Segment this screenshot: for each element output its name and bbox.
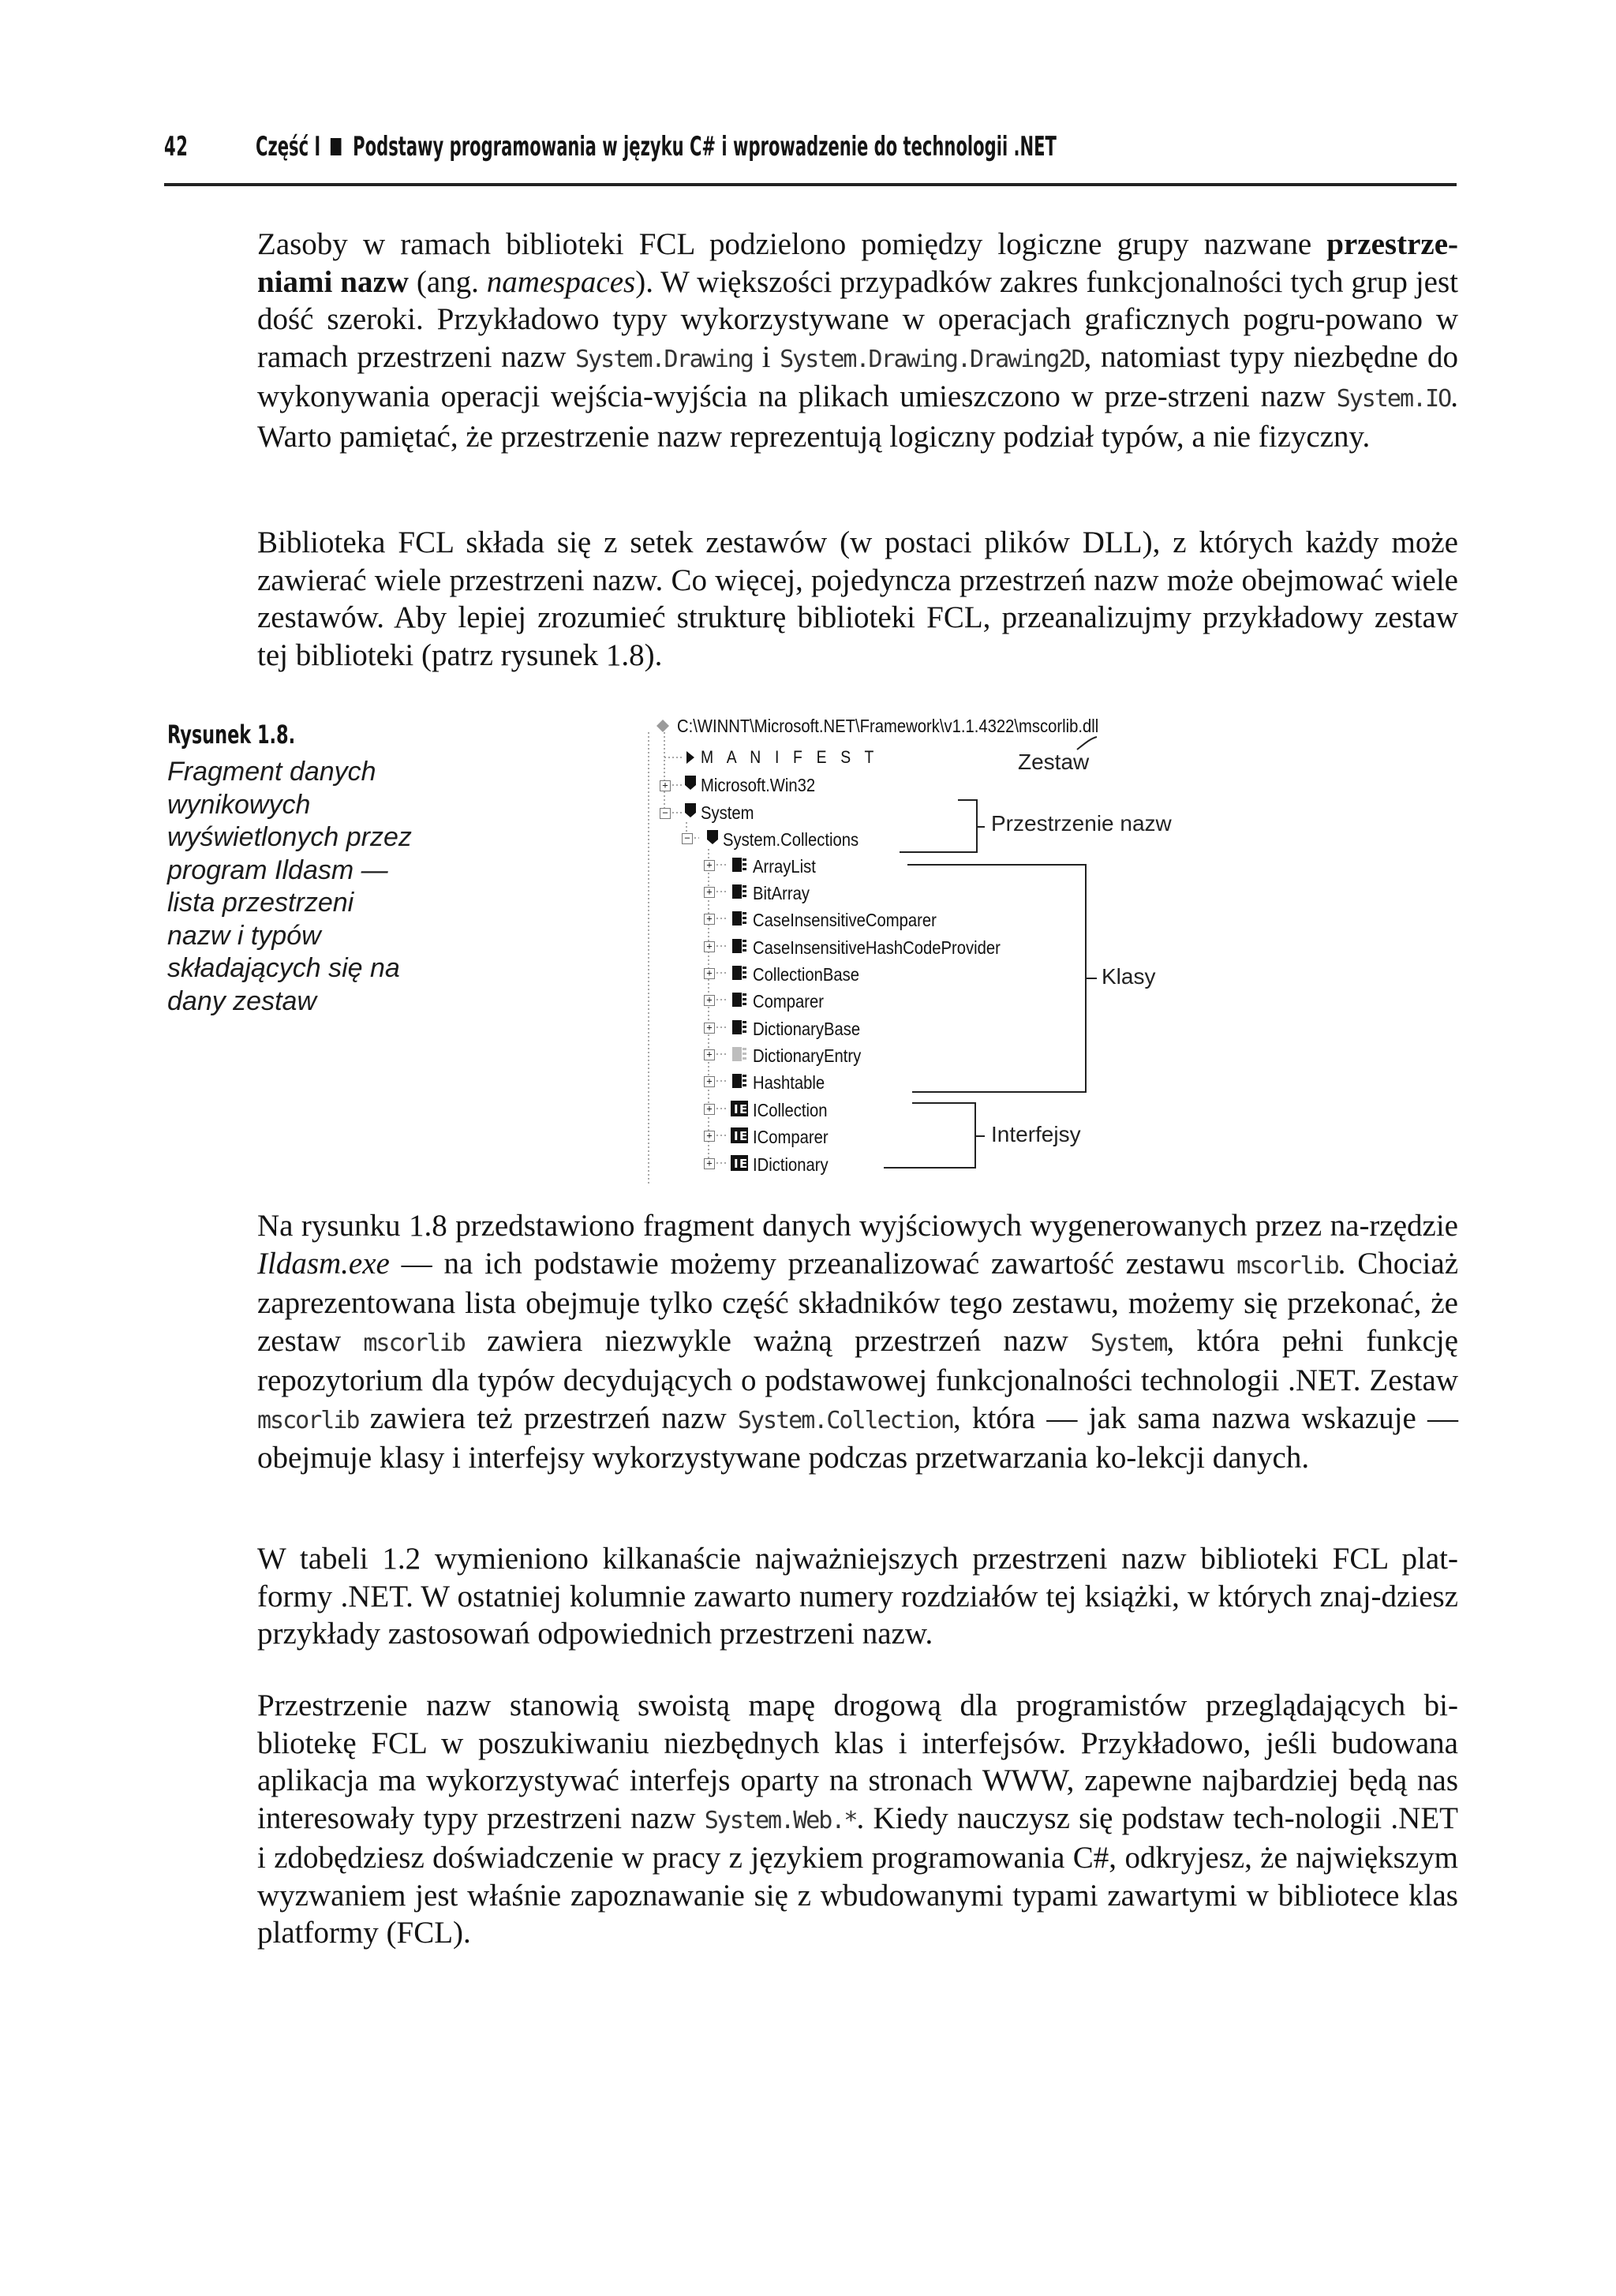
tree-class-item[interactable]: CaseInsensitiveHashCodeProvider (753, 937, 1001, 958)
tree-class-item[interactable]: Comparer (753, 990, 824, 1012)
tree-class-item[interactable]: BitArray (753, 882, 810, 903)
square-bullet-icon (331, 138, 342, 155)
chapter-title (256, 131, 1057, 163)
tree-class-item[interactable]: CaseInsensitiveComparer (753, 909, 937, 930)
part-label: Część I (256, 131, 321, 163)
page-number: 42 (164, 131, 189, 163)
expand-toggle-icon[interactable]: + (704, 1158, 715, 1169)
annotation-namespaces: Przestrzenie nazw (991, 811, 1172, 836)
expand-toggle-icon[interactable]: + (704, 914, 715, 925)
tree-interface-item[interactable]: IDictionary (753, 1154, 829, 1175)
tree-interface-item[interactable]: ICollection (753, 1099, 828, 1120)
svg-text:I: I (734, 1157, 739, 1171)
interface-icons (731, 1101, 748, 1171)
tree-class-item[interactable]: Hashtable (753, 1071, 825, 1093)
tree-namespace-collections[interactable]: System.Collections (723, 828, 859, 850)
tree-namespace-win32[interactable]: Microsoft.Win32 (701, 774, 816, 795)
expand-toggle-icon[interactable]: + (660, 780, 671, 791)
svg-text:E: E (739, 1102, 748, 1116)
running-header (164, 131, 1457, 186)
ildasm-tree-figure (647, 710, 1262, 1184)
annotation-classes: Klasy (1102, 964, 1156, 989)
expand-toggle-icon[interactable]: + (704, 860, 715, 871)
tree-class-item[interactable]: DictionaryEntry (753, 1045, 862, 1066)
collapse-toggle-icon[interactable]: − (660, 808, 671, 819)
figure-label: Rysunek 1.8. (167, 720, 296, 750)
expand-toggle-icon[interactable]: + (704, 887, 715, 898)
figure-caption: Fragment danych wynikowych wyświetlonych przez program Ildasm — lista przestrzeni nazw i typów składających się na dany zestaw (167, 757, 412, 1016)
expand-toggle-icon[interactable]: + (704, 941, 715, 952)
tree-class-item[interactable]: DictionaryBase (753, 1018, 861, 1039)
tree-class-item[interactable]: CollectionBase (753, 963, 860, 985)
expand-toggle-icon[interactable]: + (704, 1023, 715, 1034)
paragraph-namespaces: Zasoby w ramach biblioteki FCL podzielono pomiędzy logiczne grupy nazwane przestrze-niami nazw (ang. namespaces). W większości przypadków zakres funkcjonalności tych grup jest dość szeroki. Przykładowo typy wykorzystywane w operacjach graficznych pogru-powano w ramach przestrzeni nazw System.Drawing i System.Drawing.Drawing2D, natomiast typy niezbędne do wykonywania operacji wejścia-wyjścia na plikach umieszczono w prze-strzeni nazw System.IO. Warto pamiętać, że przestrzenie nazw reprezentują logiczny podział typów, a nie fizyczny. (257, 227, 1458, 454)
tree-namespace-system[interactable]: System (701, 802, 754, 823)
expand-toggle-icon[interactable]: + (704, 995, 715, 1006)
paragraph-assemblies: Biblioteka FCL składa się z setek zestawów (w postaci plików DLL), z których każdy może zawierać wiele przestrzeni nazw. Co więcej, pojedyncza przestrzeń nazw może obejmować wiele zestawów. Aby lepiej zrozumieć strukturę biblioteki FCL, przeanalizujmy przykładowy zestaw tej biblioteki (patrz rysunek 1.8). (257, 525, 1458, 672)
svg-text:E: E (739, 1129, 748, 1143)
collapse-toggle-icon[interactable]: − (682, 833, 693, 844)
svg-text:I: I (734, 1102, 739, 1116)
tree-class-item[interactable]: ArrayList (753, 855, 816, 877)
annotation-assembly: Zestaw (1018, 750, 1090, 774)
part-title: Podstawy programowania w języku C# i wprowadzenie do technologii .NET (353, 131, 1057, 163)
annotation-interfaces: Interfejsy (991, 1122, 1081, 1146)
tree-root-path[interactable]: C:\WINNT\Microsoft.NET\Framework\v1.1.4322\mscorlib.dll (677, 715, 1099, 736)
expand-toggle-icon[interactable]: + (704, 1131, 715, 1142)
tree-interface-item[interactable]: IComparer (753, 1126, 829, 1147)
svg-text:E: E (739, 1157, 748, 1171)
paragraph-ildasm: Na rysunku 1.8 przedstawiono fragment danych wyjściowych wygenerowanych przez na-rzędzie Ildasm.exe — na ich podstawie możemy przeanalizować zawartość zestawu mscorlib. Chociaż zaprezentowana lista obejmuje tylko część składników tego zestawu, możemy się przekonać, że zestaw mscorlib zawiera niezwykle ważną przestrzeń nazw System, która pełni funkcję repozytorium dla typów decydujących o podstawowej funkcjonalności technologii .NET. Zestaw mscorlib zawiera też przestrzeń nazw System.Collection, która — jak sama nazwa wskazuje — obejmuje klasy i interfejsy wykorzystywane podczas przetwarzania ko-lekcji danych. (257, 1209, 1459, 1475)
expand-toggle-icon[interactable]: + (704, 1049, 715, 1060)
paragraph-roadmap: Przestrzenie nazw stanowią swoistą mapę drogową dla programistów przeglądających bi-bliotekę FCL w poszukiwaniu niezbędnych klas i interfejsów. Przykładowo, jeśli budowana aplikacja ma wykorzystywać interfejs oparty na stronach WWW, zapewne najbardziej będą nas interesowały typy przestrzeni nazw System.Web.*. Kiedy nauczysz się podstaw tech-nologii .NET i zdobędziesz doświadczenie w pracy z językiem programowania C#, odkryjesz, że największym wyzwaniem jest właśnie zapoznawanie się z wbudowanymi typami zawartymi w bibliotece klas platformy (FCL). (257, 1688, 1458, 1950)
expand-toggle-icon[interactable]: + (704, 968, 715, 979)
class-icons (732, 858, 746, 1088)
paragraph-table-reference: W tabeli 1.2 wymieniono kilkanaście najważniejszych przestrzeni nazw biblioteki FCL plat-formy .NET. W ostatniej kolumnie zawarto numery rozdziałów tej książki, w których znaj-dziesz przykłady zastosowań odpowiednich przestrzeni nazw. (257, 1542, 1458, 1651)
expand-toggle-icon[interactable]: + (704, 1076, 715, 1087)
tree-manifest[interactable]: M A N I F E S T (701, 747, 879, 767)
expand-toggle-icon[interactable]: + (704, 1104, 715, 1115)
svg-text:I: I (734, 1129, 739, 1143)
